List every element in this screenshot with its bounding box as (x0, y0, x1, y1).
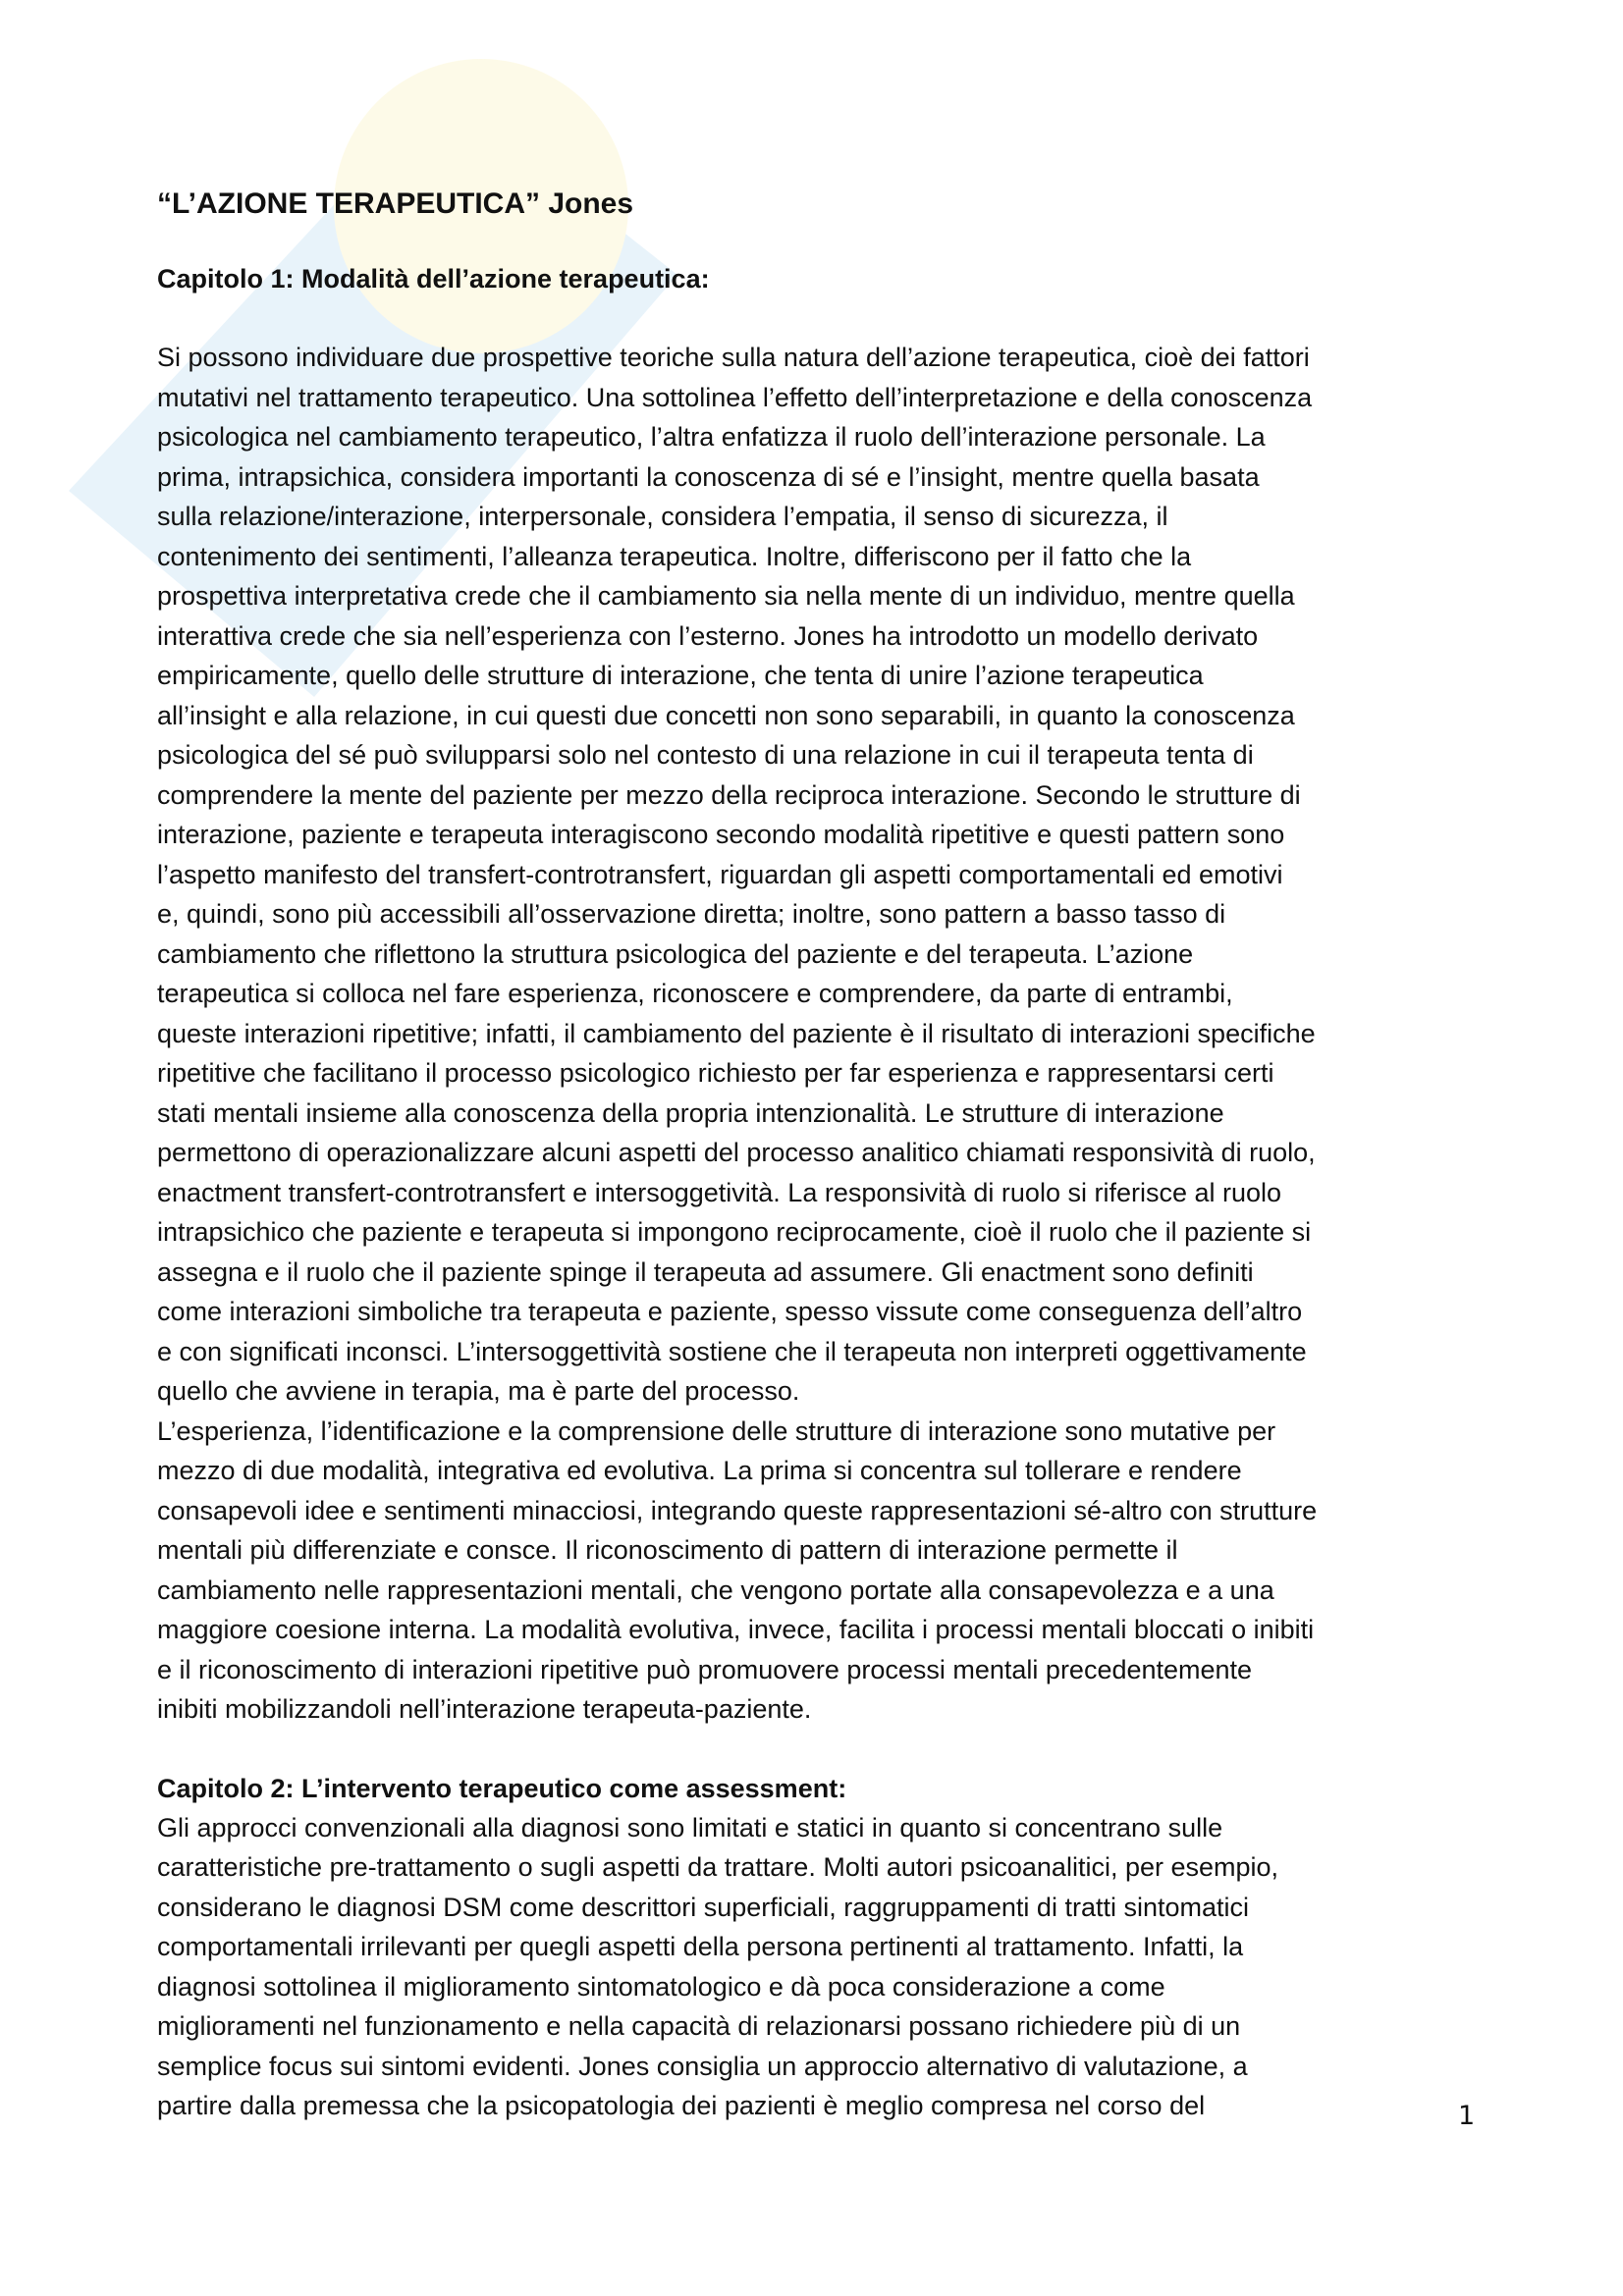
text-line: interazione, paziente e terapeuta interagiscono secondo modalità ripetitive e questi pattern sono (157, 820, 1285, 849)
text-line: Gli approcci convenzionali alla diagnosi sono limitati e statici in quanto si concentrano sulle (157, 1812, 1223, 1842)
text-line: consapevoli idee e sentimenti minacciosi, integrando queste rappresentazioni sé-altro con strutture (157, 1495, 1318, 1525)
text-line: empiricamente, quello delle strutture di interazione, che tenta di unire l’azione terapeutica (157, 661, 1204, 690)
text-line: miglioramenti nel funzionamento e nella capacità di relazionarsi possano richiedere più di un (157, 2011, 1241, 2041)
text-line: psicologica del sé può svilupparsi solo nel contesto di una relazione in cui il terapeuta tenta di (157, 740, 1254, 770)
text-line: e con significati inconsci. L’intersoggettività sostiene che il terapeuta non interpreti oggettivamente (157, 1336, 1307, 1366)
text-line: e, quindi, sono più accessibili all’osservazione diretta; inoltre, sono pattern a basso tasso di (157, 899, 1226, 929)
chapter-2-heading: Capitolo 2: L’intervento terapeutico come assessment: (157, 1773, 847, 1803)
text-line: stati mentali insieme alla conoscenza della propria intenzionalità. Le strutture di interazione (157, 1097, 1224, 1128)
document-title: “L’AZIONE TERAPEUTICA” Jones (157, 187, 634, 220)
text-line: prospettiva interpretativa crede che il cambiamento sia nella mente di un individuo, mentre quella (157, 581, 1295, 611)
text-line: permettono di operazionalizzare alcuni aspetti del processo analitico chiamati responsività di ruolo, (157, 1138, 1316, 1167)
chapter-2-paragraph-1 (157, 1808, 1483, 2126)
text-line: assegna e il ruolo che il paziente spinge il terapeuta ad assumere. Gli enactment sono definiti (157, 1256, 1254, 1287)
text-line: queste interazioni ripetitive; infatti, il cambiamento del paziente è il risultato di interazioni specifiche (157, 1018, 1316, 1048)
text-line: psicologica nel cambiamento terapeutico, l’altra enfatizza il ruolo dell’interazione personale. La (157, 422, 1266, 452)
text-line: come interazioni simboliche tra terapeuta e paziente, spesso vissute come conseguenza dell’altro (157, 1297, 1303, 1326)
text-line: partire dalla premessa che la psicopatologia dei pazienti è meglio compresa nel corso del (157, 2091, 1206, 2120)
text-line: comprendere la mente del paziente per mezzo della reciproca interazione. Secondo le strutture di (157, 779, 1301, 810)
text-line: terapeutica si colloca nel fare esperienza, riconoscere e comprendere, da parte di entrambi, (157, 979, 1233, 1008)
text-line: intrapsichico che paziente e terapeuta si impongono reciprocamente, cioè il ruolo che il paziente si (157, 1217, 1312, 1247)
text-line: inibiti mobilizzandoli nell’interazione terapeuta-paziente. (157, 1694, 812, 1724)
text-line: ripetitive che facilitano il processo psicologico richiesto per far esperienza e rappresentarsi certi (157, 1058, 1274, 1088)
text-line: mentali più differenziate e consce. Il riconoscimento di pattern di interazione permette il (157, 1535, 1178, 1565)
text-line: cambiamento nelle rappresentazioni mentali, che vengono portate alla consapevolezza e a una (157, 1575, 1274, 1605)
chapter-1-paragraph-2 (157, 1412, 1483, 1730)
text-line: e il riconoscimento di interazioni ripetitive può promuovere processi mentali precedentemente (157, 1654, 1253, 1684)
document-body (157, 185, 1483, 2126)
text-line: Si possono individuare due prospettive teoriche sulla natura dell’azione terapeutica, cioè dei fattori (157, 343, 1310, 372)
text-line: mezzo di due modalità, integrativa ed evolutiva. La prima si concentra sul tollerare e rendere (157, 1456, 1242, 1485)
text-line: interattiva crede che sia nell’esperienza con l’esterno. Jones ha introdotto un modello derivato (157, 620, 1259, 651)
chapter-1-heading: Capitolo 1: Modalità dell’azione terapeutica: (157, 264, 710, 294)
text-line: considerano le diagnosi DSM come descrittori superficiali, raggruppamenti di tratti sintomatici (157, 1892, 1249, 1922)
text-line: mutativi nel trattamento terapeutico. Una sottolinea l’effetto dell’interpretazione e della conoscenza (157, 382, 1313, 412)
text-line: semplice focus sui sintomi evidenti. Jones consiglia un approccio alternativo di valutazione, a (157, 2051, 1248, 2081)
text-line: diagnosi sottolinea il miglioramento sintomatologico e dà poca considerazione a come (157, 1971, 1165, 2002)
text-line: quello che avviene in terapia, ma è parte del processo. (157, 1376, 800, 1406)
text-line: caratteristiche pre-trattamento o sugli aspetti da trattare. Molti autori psicoanalitici, per esempio, (157, 1852, 1279, 1882)
text-line: enactment transfert-controtransfert e intersoggetività. La responsività di ruolo si riferisce al ruolo (157, 1177, 1282, 1207)
text-line: contenimento dei sentimenti, l’alleanza terapeutica. Inoltre, differiscono per il fatto che la (157, 541, 1192, 571)
text-line: all’insight e alla relazione, in cui questi due concetti non sono separabili, in quanto la conoscenza (157, 700, 1295, 730)
text-line: L’esperienza, l’identificazione e la comprensione delle strutture di interazione sono mutative per (157, 1415, 1276, 1446)
text-line: l’aspetto manifesto del transfert-controtransfert, riguardan gli aspetti comportamentali ed emotivi (157, 859, 1283, 889)
text-line: prima, intrapsichica, considera importanti la conoscenza di sé e l’insight, mentre quella basata (157, 461, 1260, 492)
text-line: sulla relazione/interazione, interpersonale, considera l’empatia, il senso di sicurezza, il (157, 502, 1168, 531)
page-number: 1 (1458, 2101, 1476, 2131)
text-line: maggiore coesione interna. La modalità evolutiva, invece, facilita i processi mentali bloccati o inibiti (157, 1615, 1315, 1644)
text-line: cambiamento che riflettono la struttura psicologica del paziente e del terapeuta. L’azione (157, 938, 1194, 969)
chapter-1-paragraph-1 (157, 338, 1483, 1412)
text-line: comportamentali irrilevanti per quegli aspetti della persona pertinenti al trattamento. Infatti, la (157, 1932, 1244, 1961)
